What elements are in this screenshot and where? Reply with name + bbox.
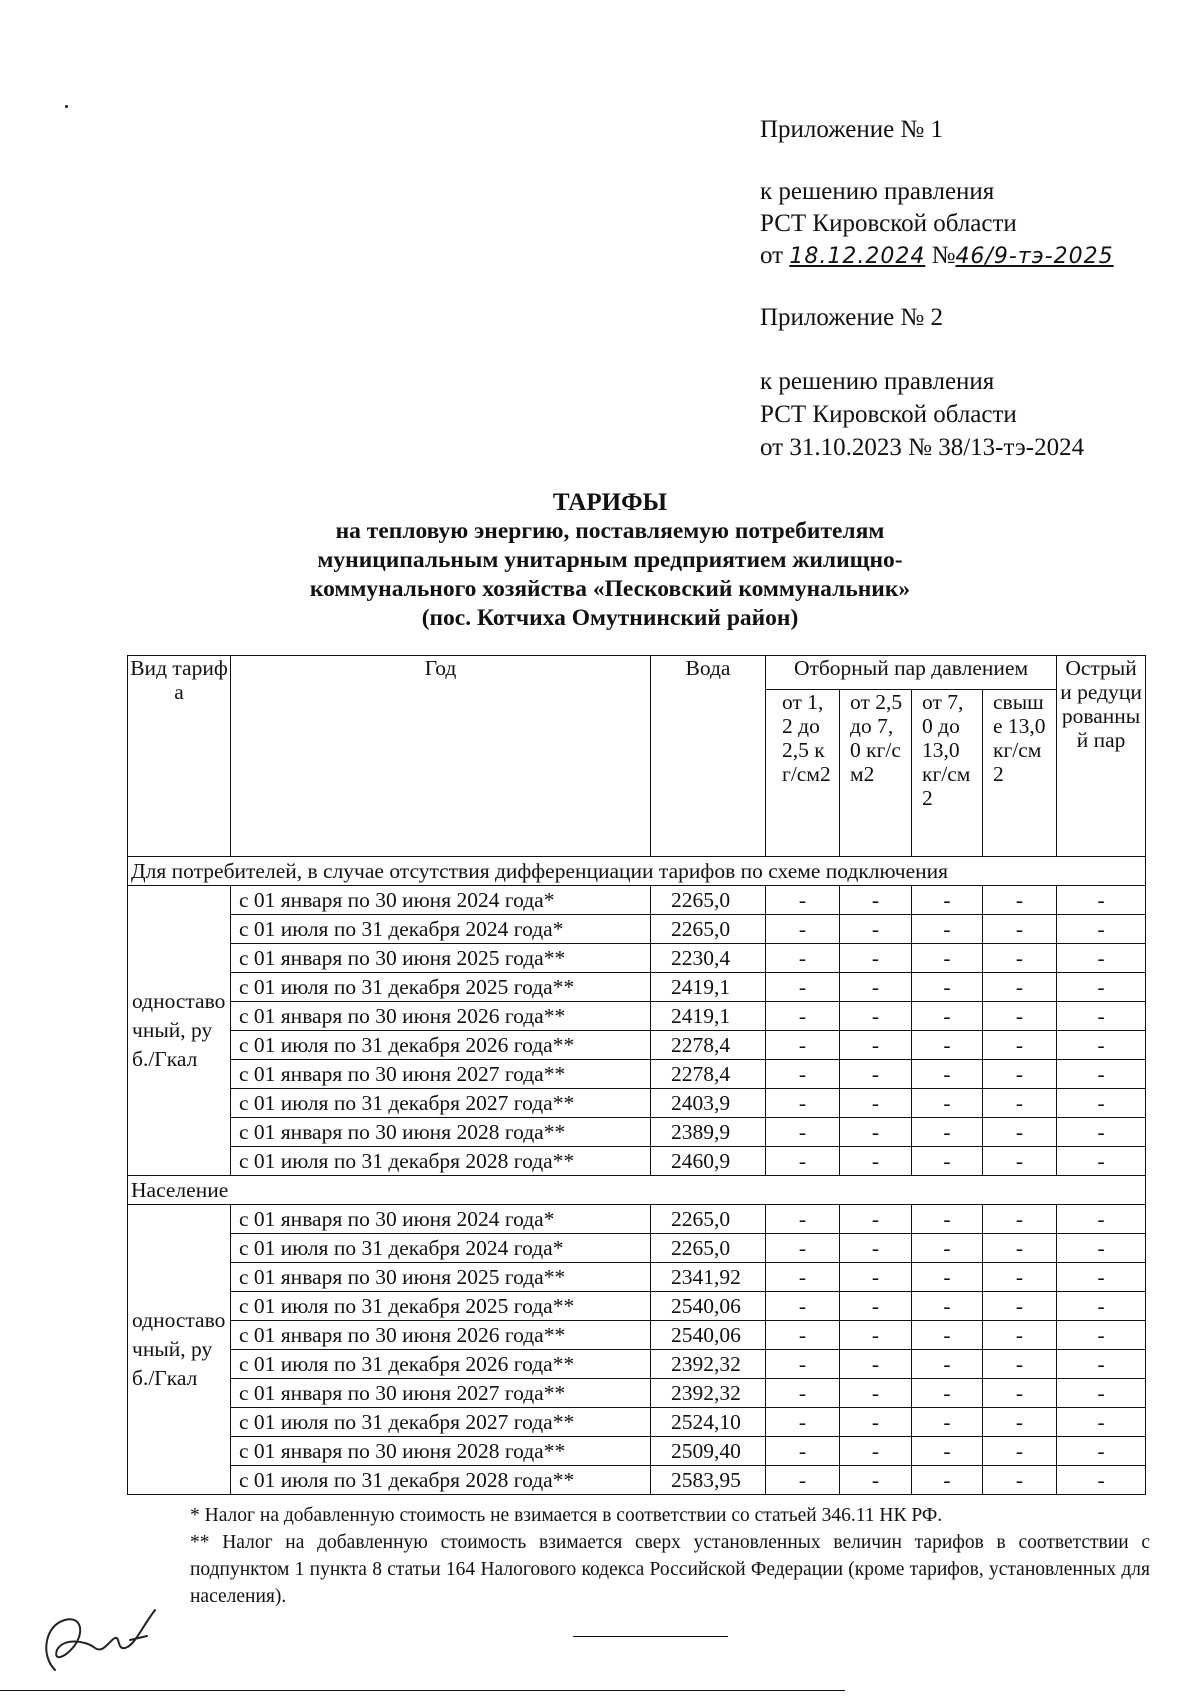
empty-value-cell: - <box>766 1205 840 1234</box>
empty-value-cell: - <box>912 1002 983 1031</box>
water-value-cell: 2230,4 <box>651 944 766 973</box>
empty-value-cell: - <box>912 1263 983 1292</box>
period-cell: с 01 января по 30 июня 2027 года** <box>231 1379 651 1408</box>
empty-value-cell: - <box>840 1263 912 1292</box>
empty-value-cell: - <box>1057 886 1146 915</box>
empty-value-cell: - <box>912 1089 983 1118</box>
empty-value-cell: - <box>840 1118 912 1147</box>
empty-value-cell: - <box>983 1060 1057 1089</box>
signature-stroke <box>46 1610 155 1670</box>
tariff-type-cell: одноставочный, руб./Гкал <box>128 1205 231 1495</box>
appendix1-line1: к решению правления <box>760 178 995 205</box>
table-row <box>128 1263 1146 1292</box>
empty-value-cell: - <box>840 1321 912 1350</box>
water-value-cell: 2419,1 <box>651 1002 766 1031</box>
empty-value-cell: - <box>912 973 983 1002</box>
table-row <box>128 1031 1146 1060</box>
table-row <box>128 944 1146 973</box>
empty-value-cell: - <box>840 1408 912 1437</box>
appendix1-no-label: № <box>931 242 956 269</box>
table-row <box>128 1060 1146 1089</box>
period-cell: с 01 июля по 31 декабря 2026 года** <box>231 1350 651 1379</box>
period-cell: с 01 января по 30 июня 2027 года** <box>231 1060 651 1089</box>
empty-value-cell: - <box>840 1466 912 1495</box>
water-value-cell: 2265,0 <box>651 1205 766 1234</box>
empty-value-cell: - <box>983 1408 1057 1437</box>
table-row <box>128 1466 1146 1495</box>
appendix2-line3: от 31.10.2023 № 38/13-тэ-2024 <box>760 434 1085 461</box>
empty-value-cell: - <box>912 1350 983 1379</box>
empty-value-cell: - <box>912 1321 983 1350</box>
empty-value-cell: - <box>983 944 1057 973</box>
table-row <box>128 1147 1146 1176</box>
empty-value-cell: - <box>912 886 983 915</box>
signature-image <box>35 1600 175 1680</box>
empty-value-cell: - <box>766 1234 840 1263</box>
empty-value-cell: - <box>840 1234 912 1263</box>
empty-value-cell: - <box>983 1147 1057 1176</box>
appendix1-line2: РСТ Кировской области <box>760 210 1017 237</box>
empty-value-cell: - <box>1057 1118 1146 1147</box>
water-value-cell: 2341,92 <box>651 1263 766 1292</box>
table-row <box>128 1350 1146 1379</box>
empty-value-cell: - <box>766 1379 840 1408</box>
empty-value-cell: - <box>840 944 912 973</box>
empty-value-cell: - <box>1057 1466 1146 1495</box>
appendix1-number: 46/9-тэ-2025 <box>955 244 1114 269</box>
table-row <box>128 1002 1146 1031</box>
water-value-cell: 2460,9 <box>651 1147 766 1176</box>
water-value-cell: 2540,06 <box>651 1292 766 1321</box>
divider <box>0 1690 845 1691</box>
section-title: Для потребителей, в случае отсутствия дифференциации тарифов по схеме подключения <box>128 857 1146 886</box>
heading-line1: на тепловую энергию, поставляемую потребителям <box>335 518 885 544</box>
empty-value-cell: - <box>983 1234 1057 1263</box>
water-value-cell: 2509,40 <box>651 1437 766 1466</box>
empty-value-cell: - <box>840 1205 912 1234</box>
header-steam-col: свыше 13,0 кг/см2 <box>983 690 1057 857</box>
appendix1-date: 18.12.2024 <box>789 244 926 269</box>
empty-value-cell: - <box>1057 1321 1146 1350</box>
heading-line3: коммунального хозяйства «Песковский коммунальник» <box>309 576 911 602</box>
empty-value-cell: - <box>912 1031 983 1060</box>
empty-value-cell: - <box>983 1437 1057 1466</box>
water-value-cell: 2389,9 <box>651 1118 766 1147</box>
empty-value-cell: - <box>1057 1234 1146 1263</box>
empty-value-cell: - <box>1057 1437 1146 1466</box>
empty-value-cell: - <box>983 1263 1057 1292</box>
table-row <box>128 973 1146 1002</box>
water-value-cell: 2392,32 <box>651 1350 766 1379</box>
header-sharp-steam: Острый и редуцированный пар <box>1057 656 1146 857</box>
period-cell: с 01 июля по 31 декабря 2026 года** <box>231 1031 651 1060</box>
empty-value-cell: - <box>840 1031 912 1060</box>
heading-line4: (пос. Котчиха Омутнинский район) <box>421 605 799 631</box>
period-cell: с 01 июля по 31 декабря 2028 года** <box>231 1466 651 1495</box>
empty-value-cell: - <box>983 1089 1057 1118</box>
water-value-cell: 2583,95 <box>651 1466 766 1495</box>
tariff-table <box>127 655 1146 1495</box>
empty-value-cell: - <box>840 1350 912 1379</box>
empty-value-cell: - <box>983 1002 1057 1031</box>
section-row <box>128 857 1146 886</box>
empty-value-cell: - <box>766 1466 840 1495</box>
footnotes <box>190 1502 1150 1610</box>
water-value-cell: 2265,0 <box>651 886 766 915</box>
empty-value-cell: - <box>1057 944 1146 973</box>
water-value-cell: 2524,10 <box>651 1408 766 1437</box>
empty-value-cell: - <box>766 1437 840 1466</box>
empty-value-cell: - <box>1057 1031 1146 1060</box>
empty-value-cell: - <box>912 1292 983 1321</box>
table-row <box>128 1379 1146 1408</box>
empty-value-cell: - <box>766 1321 840 1350</box>
divider <box>573 1636 728 1637</box>
empty-value-cell: - <box>1057 915 1146 944</box>
empty-value-cell: - <box>766 1060 840 1089</box>
empty-value-cell: - <box>912 1379 983 1408</box>
empty-value-cell: - <box>840 973 912 1002</box>
empty-value-cell: - <box>912 1060 983 1089</box>
empty-value-cell: - <box>983 1118 1057 1147</box>
appendix2-line2: РСТ Кировской области <box>760 401 1017 428</box>
period-cell: с 01 июля по 31 декабря 2024 года* <box>231 915 651 944</box>
section-row <box>128 1176 1146 1205</box>
table-row <box>128 1408 1146 1437</box>
empty-value-cell: - <box>1057 1060 1146 1089</box>
water-value-cell: 2278,4 <box>651 1031 766 1060</box>
empty-value-cell: - <box>912 1466 983 1495</box>
empty-value-cell: - <box>912 915 983 944</box>
table-row <box>128 1234 1146 1263</box>
tariff-type-cell: одноставочный, руб./Гкал <box>128 886 231 1176</box>
appendix1-ref <box>760 240 1114 273</box>
empty-value-cell: - <box>1057 1205 1146 1234</box>
empty-value-cell: - <box>766 1292 840 1321</box>
empty-value-cell: - <box>983 915 1057 944</box>
empty-value-cell: - <box>1057 1147 1146 1176</box>
empty-value-cell: - <box>766 973 840 1002</box>
empty-value-cell: - <box>840 1292 912 1321</box>
empty-value-cell: - <box>983 886 1057 915</box>
empty-value-cell: - <box>766 1002 840 1031</box>
period-cell: с 01 января по 30 июня 2024 года* <box>231 886 651 915</box>
empty-value-cell: - <box>1057 1089 1146 1118</box>
empty-value-cell: - <box>766 886 840 915</box>
empty-value-cell: - <box>766 1350 840 1379</box>
period-cell: с 01 января по 30 июня 2026 года** <box>231 1002 651 1031</box>
table-row <box>128 1321 1146 1350</box>
period-cell: с 01 июля по 31 декабря 2025 года** <box>231 973 651 1002</box>
period-cell: с 01 января по 30 июня 2025 года** <box>231 1263 651 1292</box>
empty-value-cell: - <box>983 1205 1057 1234</box>
empty-value-cell: - <box>912 1437 983 1466</box>
empty-value-cell: - <box>912 1408 983 1437</box>
empty-value-cell: - <box>840 1147 912 1176</box>
empty-value-cell: - <box>766 1263 840 1292</box>
empty-value-cell: - <box>840 1060 912 1089</box>
empty-value-cell: - <box>912 1205 983 1234</box>
table-row <box>128 1089 1146 1118</box>
empty-value-cell: - <box>1057 1292 1146 1321</box>
empty-value-cell: - <box>983 1321 1057 1350</box>
empty-value-cell: - <box>983 1292 1057 1321</box>
heading-line2: муниципальным унитарным предприятием жилищно- <box>317 547 903 573</box>
empty-value-cell: - <box>912 1118 983 1147</box>
empty-value-cell: - <box>1057 1408 1146 1437</box>
period-cell: с 01 января по 30 июня 2024 года* <box>231 1205 651 1234</box>
empty-value-cell: - <box>983 1379 1057 1408</box>
empty-value-cell: - <box>1057 1263 1146 1292</box>
empty-value-cell: - <box>1057 973 1146 1002</box>
header-tariff-type: Вид тарифа <box>128 656 231 857</box>
empty-value-cell: - <box>840 915 912 944</box>
water-value-cell: 2265,0 <box>651 915 766 944</box>
empty-value-cell: - <box>983 973 1057 1002</box>
footnote-2: ** Налог на добавленную стоимость взимается сверх установленных величин тарифов в соответствии с подпунктом 1 пункта 8 статьи 164 Налогового кодекса Российской Федерации (кроме тарифов, установленных для населения). <box>190 1532 1150 1607</box>
header-steam-col: от 1,2 до 2,5 кг/см2 <box>766 690 840 857</box>
heading-title: ТАРИФЫ <box>552 489 668 516</box>
period-cell: с 01 января по 30 июня 2028 года** <box>231 1437 651 1466</box>
water-value-cell: 2403,9 <box>651 1089 766 1118</box>
appendix2-title: Приложение № 2 <box>760 304 944 331</box>
period-cell: с 01 января по 30 июня 2028 года** <box>231 1118 651 1147</box>
water-value-cell: 2419,1 <box>651 973 766 1002</box>
scan-speck <box>65 105 68 108</box>
empty-value-cell: - <box>766 915 840 944</box>
empty-value-cell: - <box>1057 1379 1146 1408</box>
section-title: Население <box>128 1176 1146 1205</box>
header-steam-col: от 2,5 до 7,0 кг/см2 <box>840 690 912 857</box>
empty-value-cell: - <box>766 1147 840 1176</box>
empty-value-cell: - <box>983 1466 1057 1495</box>
table-row <box>128 915 1146 944</box>
empty-value-cell: - <box>983 1350 1057 1379</box>
document-heading <box>180 488 1040 633</box>
empty-value-cell: - <box>766 1089 840 1118</box>
empty-value-cell: - <box>1057 1002 1146 1031</box>
table-row <box>128 1205 1146 1234</box>
empty-value-cell: - <box>766 1118 840 1147</box>
water-value-cell: 2392,32 <box>651 1379 766 1408</box>
empty-value-cell: - <box>983 1031 1057 1060</box>
appendix2-line1: к решению правления <box>760 368 995 395</box>
empty-value-cell: - <box>912 944 983 973</box>
header-water: Вода <box>651 656 766 857</box>
table-row <box>128 886 1146 915</box>
empty-value-cell: - <box>766 944 840 973</box>
empty-value-cell: - <box>840 886 912 915</box>
water-value-cell: 2265,0 <box>651 1234 766 1263</box>
period-cell: с 01 июля по 31 декабря 2025 года** <box>231 1292 651 1321</box>
empty-value-cell: - <box>840 1089 912 1118</box>
period-cell: с 01 июля по 31 декабря 2024 года* <box>231 1234 651 1263</box>
empty-value-cell: - <box>840 1002 912 1031</box>
empty-value-cell: - <box>766 1408 840 1437</box>
header-steam-group: Отборный пар давлением <box>766 656 1057 690</box>
header-steam-col: от 7,0 до 13,0 кг/см2 <box>912 690 983 857</box>
empty-value-cell: - <box>840 1437 912 1466</box>
empty-value-cell: - <box>912 1147 983 1176</box>
empty-value-cell: - <box>912 1234 983 1263</box>
period-cell: с 01 июля по 31 декабря 2027 года** <box>231 1408 651 1437</box>
header-year: Год <box>231 656 651 857</box>
water-value-cell: 2540,06 <box>651 1321 766 1350</box>
empty-value-cell: - <box>766 1031 840 1060</box>
period-cell: с 01 января по 30 июня 2026 года** <box>231 1321 651 1350</box>
water-value-cell: 2278,4 <box>651 1060 766 1089</box>
period-cell: с 01 января по 30 июня 2025 года** <box>231 944 651 973</box>
table-row <box>128 1437 1146 1466</box>
appendix1-title: Приложение № 1 <box>760 116 944 143</box>
table-row <box>128 1118 1146 1147</box>
table-row <box>128 1292 1146 1321</box>
empty-value-cell: - <box>840 1379 912 1408</box>
appendix1-from-label: от <box>760 242 784 269</box>
footnote-1: * Налог на добавленную стоимость не взимается в соответствии со статьей 346.11 НК РФ. <box>190 1505 943 1526</box>
period-cell: с 01 июля по 31 декабря 2027 года** <box>231 1089 651 1118</box>
empty-value-cell: - <box>1057 1350 1146 1379</box>
period-cell: с 01 июля по 31 декабря 2028 года** <box>231 1147 651 1176</box>
